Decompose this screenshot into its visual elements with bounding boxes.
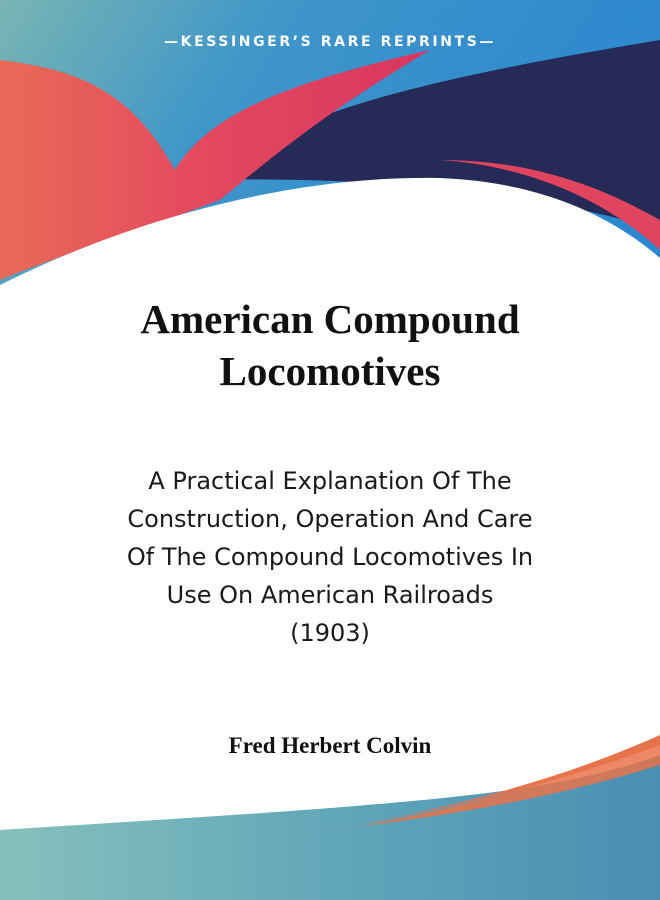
- book-title: American Compound Locomotives: [140, 296, 520, 394]
- book-subtitle: A Practical Explanation Of The Construction, Operation And Care Of The Compound Locomotives In Use On American Railroads (1903): [126, 467, 534, 647]
- publisher-banner: —KESSINGER’S RARE REPRINTS—: [164, 34, 496, 50]
- book-author: Fred Herbert Colvin: [228, 733, 432, 758]
